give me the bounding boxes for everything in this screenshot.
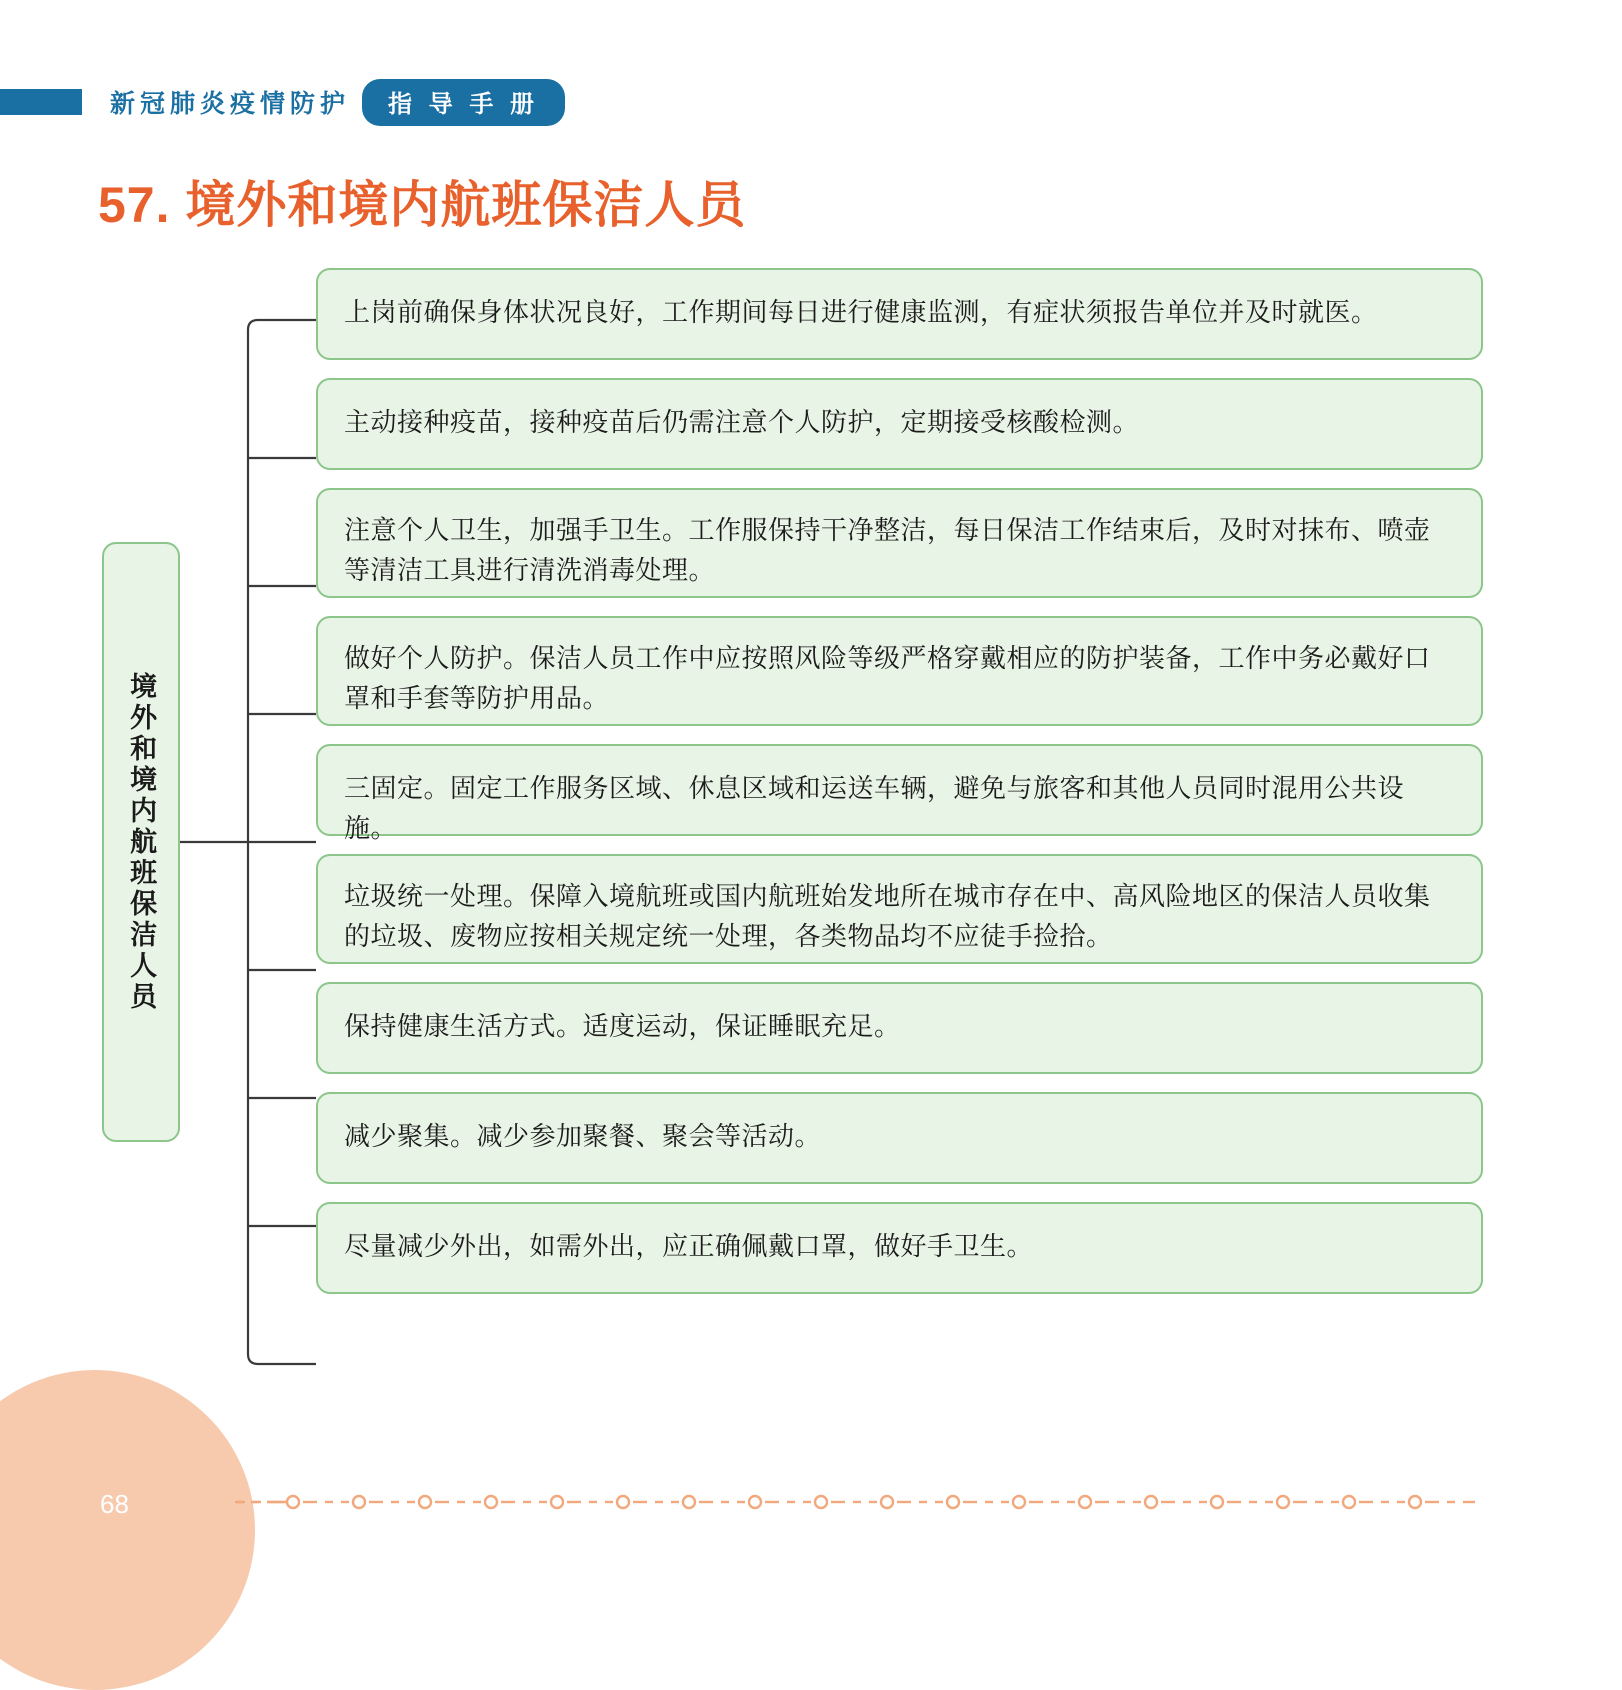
page-title: 57. 境外和境内航班保洁人员 — [98, 177, 747, 233]
diagram-item: 垃圾统一处理。保障入境航班或国内航班始发地所在城市存在中、高风险地区的保洁人员收集的垃圾、废物应按相关规定统一处理，各类物品均不应徒手捡拾。 — [316, 854, 1483, 964]
diagram-root-label: 境外和境内航班保洁人员 — [126, 671, 157, 1013]
mindmap-diagram — [98, 268, 1483, 1378]
header-brand-text: 新冠肺炎疫情防护 — [110, 90, 351, 118]
document-header — [0, 82, 1622, 122]
diagram-item: 三固定。固定工作服务区域、休息区域和运送车辆，避免与旅客和其他人员同时混用公共设施。 — [316, 744, 1483, 836]
diagram-item: 做好个人防护。保洁人员工作中应按照风险等级严格穿戴相应的防护装备，工作中务必戴好口罩和手套等防护用品。 — [316, 616, 1483, 726]
diagram-item-list — [316, 268, 1483, 1312]
header-pill-label: 指 导 手 册 — [362, 79, 565, 126]
diagram-item: 减少聚集。减少参加聚餐、聚会等活动。 — [316, 1092, 1483, 1184]
page-number: 68 — [100, 1489, 129, 1519]
diagram-item: 注意个人卫生，加强手卫生。工作服保持干净整洁，每日保洁工作结束后，及时对抹布、喷壶等清洁工具进行清洗消毒处理。 — [316, 488, 1483, 598]
diagram-root-node — [102, 542, 180, 1142]
header-accent-bar — [0, 89, 82, 115]
diagram-item: 保持健康生活方式。适度运动，保证睡眠充足。 — [316, 982, 1483, 1074]
diagram-item: 尽量减少外出，如需外出，应正确佩戴口罩，做好手卫生。 — [316, 1202, 1483, 1294]
footer-decoration-circle — [0, 1370, 255, 1690]
diagram-item: 主动接种疫苗，接种疫苗后仍需注意个人防护，定期接受核酸检测。 — [316, 378, 1483, 470]
footer-dotted-rule — [235, 1494, 1485, 1510]
diagram-item: 上岗前确保身体状况良好，工作期间每日进行健康监测，有症状须报告单位并及时就医。 — [316, 268, 1483, 360]
